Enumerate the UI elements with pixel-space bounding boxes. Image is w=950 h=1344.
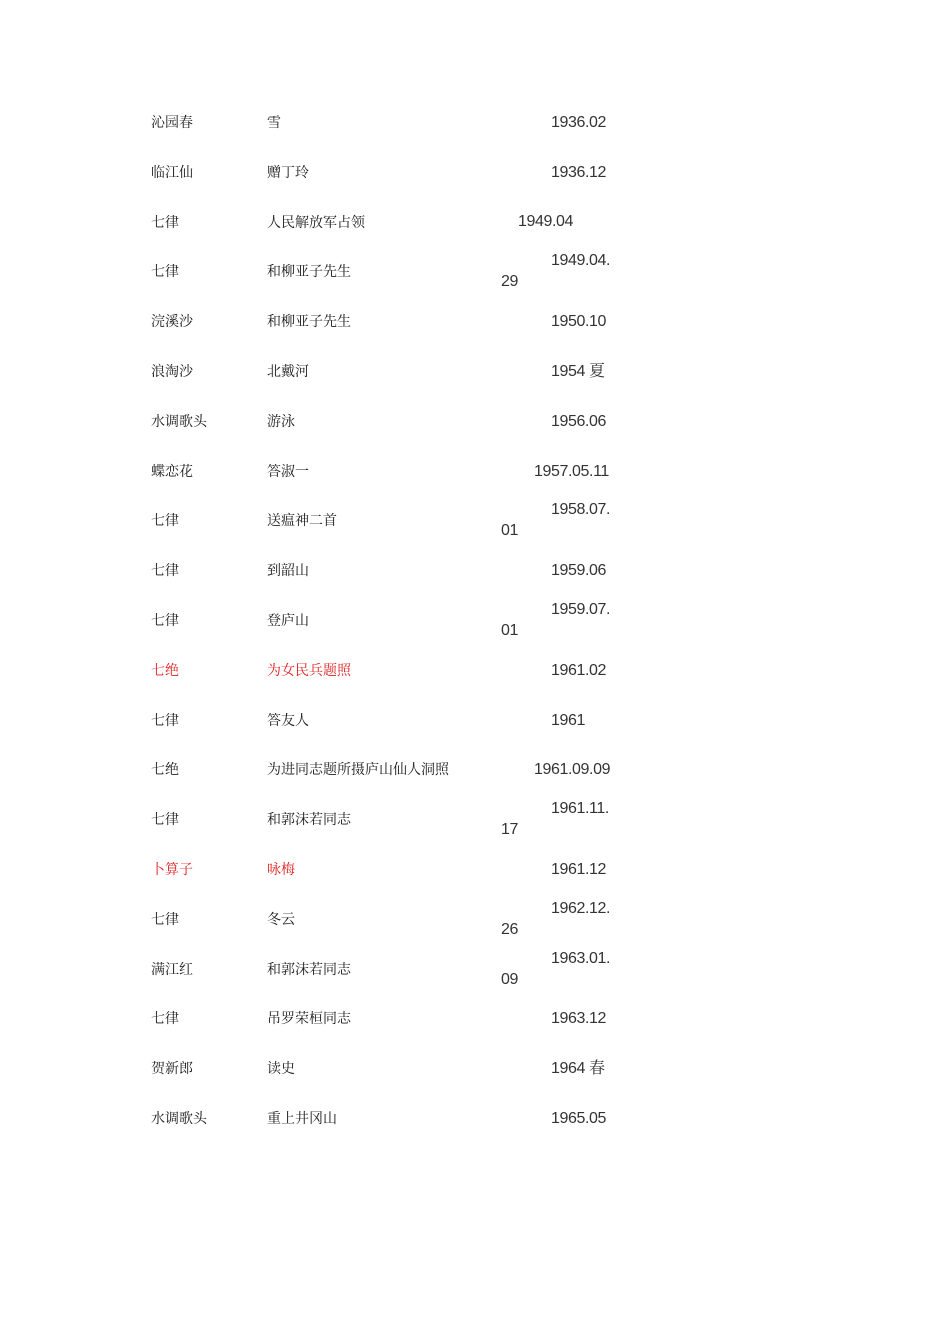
poem-form: 水调歌头: [151, 413, 207, 430]
poem-date-continued: 29: [501, 273, 518, 291]
poem-title: 和郭沫若同志: [267, 961, 351, 978]
poem-title: 为女民兵题照: [267, 662, 351, 679]
poem-title: 读史: [267, 1061, 295, 1078]
table-row: [0, 496, 950, 546]
poem-date: 1961.11.: [551, 800, 609, 818]
poem-form: 七绝: [151, 762, 179, 779]
poem-form: 沁园春: [151, 115, 193, 131]
poem-title: 答淑一: [267, 463, 309, 480]
poem-date: 1961: [551, 711, 585, 729]
table-row: [0, 1044, 950, 1094]
poem-date: 1954 夏: [551, 362, 605, 380]
table-row: [0, 247, 950, 297]
table-row: [0, 397, 950, 447]
poem-date-continued: 26: [501, 920, 518, 938]
poem-date: 1949.04.: [551, 252, 611, 270]
poem-title: 重上井冈山: [267, 1110, 337, 1127]
poem-title: 和柳亚子先生: [267, 314, 351, 331]
poem-title: 吊罗荣桓同志: [267, 1011, 351, 1028]
poem-form: 七律: [151, 612, 179, 629]
poem-date: 1936.02: [551, 114, 607, 131]
poem-form: 七律: [151, 214, 179, 231]
poem-form: 七律: [151, 911, 179, 928]
poem-form: 七律: [151, 264, 179, 281]
table-row: [0, 994, 950, 1044]
poem-title: 登庐山: [267, 612, 309, 629]
poem-date: 1959.07.: [551, 600, 611, 618]
poem-table: [0, 98, 950, 1144]
poem-date: 1961.09.09: [534, 761, 611, 779]
poem-form: 七律: [151, 563, 179, 580]
poem-form: 浣溪沙: [151, 314, 193, 331]
table-row: [0, 895, 950, 945]
poem-form: 浪淘沙: [151, 363, 193, 380]
table-row: [0, 1094, 950, 1144]
poem-title: 人民解放军占领: [267, 214, 365, 231]
table-row: [0, 347, 950, 397]
table-row: [0, 98, 950, 148]
table-row: [0, 297, 950, 347]
poem-date: 1963.01.: [551, 949, 611, 967]
table-row: [0, 646, 950, 696]
poem-title: 北戴河: [267, 363, 309, 380]
poem-date: 1957.05.11: [534, 462, 609, 480]
table-row: [0, 795, 950, 845]
poem-title: 和柳亚子先生: [267, 264, 351, 281]
poem-title: 和郭沫若同志: [267, 812, 351, 829]
poem-title: 冬云: [267, 911, 295, 928]
poem-form: 七律: [151, 712, 179, 729]
table-row: [0, 148, 950, 198]
poem-form: 七律: [151, 513, 179, 530]
poem-date: 1958.07.: [551, 501, 611, 519]
poem-date: 1950.10: [551, 313, 607, 331]
poem-form: 七律: [151, 812, 179, 829]
poem-date: 1949.04: [518, 212, 574, 230]
poem-date-continued: 09: [501, 970, 518, 988]
poem-form: 七律: [151, 1011, 179, 1028]
poem-form: 七绝: [151, 662, 179, 679]
poem-date: 1962.12.: [551, 899, 611, 917]
poem-date: 1936.12: [551, 163, 607, 181]
poem-date-continued: 17: [501, 821, 518, 839]
poem-title: 送瘟神二首: [267, 513, 337, 530]
poem-form: 临江仙: [151, 164, 193, 181]
poem-form: 满江红: [151, 961, 193, 978]
poem-form: 水调歌头: [151, 1110, 207, 1127]
table-row: [0, 845, 950, 895]
poem-date: 1963.12: [551, 1010, 607, 1028]
table-row: [0, 596, 950, 646]
poem-title: 雪: [267, 115, 281, 131]
poem-form: 贺新郎: [151, 1061, 193, 1078]
poem-date-continued: 01: [501, 522, 518, 540]
table-row: [0, 198, 950, 248]
table-row: [0, 945, 950, 995]
table-row: [0, 696, 950, 746]
poem-title: 游泳: [267, 413, 295, 430]
poem-date-continued: 01: [501, 621, 518, 639]
poem-date: 1959.06: [551, 562, 607, 580]
poem-title: 咏梅: [267, 861, 295, 878]
table-row: [0, 546, 950, 596]
poem-date: 1961.12: [551, 860, 607, 878]
poem-date: 1961.02: [551, 661, 607, 679]
poem-title: 到韶山: [267, 563, 309, 580]
poem-title: 答友人: [267, 712, 309, 729]
poem-form: 卜算子: [151, 861, 193, 878]
poem-title: 为进同志题所摄庐山仙人洞照: [267, 762, 449, 779]
poem-title: 赠丁玲: [267, 164, 309, 181]
poem-date: 1956.06: [551, 412, 607, 430]
poem-form: 蝶恋花: [151, 463, 193, 480]
poem-date: 1965.05: [551, 1109, 607, 1127]
table-row: [0, 745, 950, 795]
table-row: [0, 447, 950, 497]
poem-date: 1964 春: [551, 1060, 605, 1078]
